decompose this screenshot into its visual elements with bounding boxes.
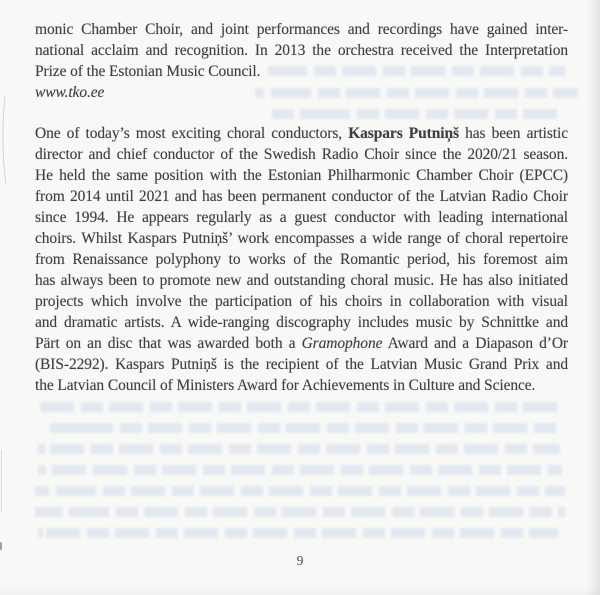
ghost-text-line	[48, 423, 560, 433]
text-line: has always been to promote new and outstanding choral music. He has also initiated	[35, 272, 568, 289]
ghost-text-line	[35, 507, 565, 517]
text-line: from 2014 until 2021 and has been permanent conductor of the Latvian Radio Choir	[35, 188, 568, 205]
text-line: since 1994. He appears regularly as a guest conductor with leading international	[35, 209, 568, 226]
text-line: monic Chamber Choir, and joint performances and recordings have gained inter-	[35, 21, 568, 38]
text-line: Prize of the Estonian Music Council.	[35, 63, 261, 80]
ghost-text-line	[38, 465, 562, 475]
bottom-edge-shading	[0, 585, 600, 595]
text-line: from Renaissance polyphony to works of the Romantic period, his foremost aim	[35, 251, 568, 268]
text-line: the Latvian Council of Ministers Award for Achievements in Culture and Science.	[35, 377, 536, 394]
scan-hairline-artifact	[0, 0, 14, 200]
text-line: national acclaim and recognition. In 2013 the orchestra received the Interpretation	[35, 42, 568, 59]
text-line: Pärt on an disc that was awarded both a Gramophone Award and a Diapason d’Or	[35, 335, 568, 352]
scan-edge-faint-line-artifact	[1, 450, 2, 512]
text-line: director and chief conductor of the Swedish Radio Choir since the 2020/21 season.	[35, 146, 568, 163]
text-block	[35, 19, 568, 396]
scan-edge-dash-artifact	[0, 542, 2, 550]
text-line: choirs. Whilst Kaspars Putniņš’ work encompasses a wide range of choral repertoire	[35, 230, 568, 247]
ghost-text-line	[38, 528, 558, 538]
text-line: (BIS-2292). Kaspars Putniņš is the recipient of the Latvian Music Grand Prix and	[35, 356, 568, 373]
text-line: www.tko.ee	[35, 84, 105, 101]
ghost-text-line	[35, 486, 565, 496]
orchestra-paragraph	[35, 19, 568, 103]
page-number: 9	[296, 553, 304, 568]
right-edge-shading	[586, 0, 600, 595]
ghost-text-line	[40, 402, 560, 412]
text-line: He held the same position with the Estonian Philharmonic Chamber Choir (EPCC)	[35, 167, 568, 184]
text-line: One of today’s most exciting choral conductors, Kaspars Putniņš has been artistic	[35, 125, 568, 142]
kaspars-putnins-paragraph	[35, 123, 568, 396]
text-line: and dramatic artists. A wide-ranging discography includes music by Schnittke and	[35, 314, 568, 331]
ghost-text-line	[38, 444, 560, 454]
text-line: projects which involve the participation of his choirs in collaboration with visual	[35, 293, 568, 310]
